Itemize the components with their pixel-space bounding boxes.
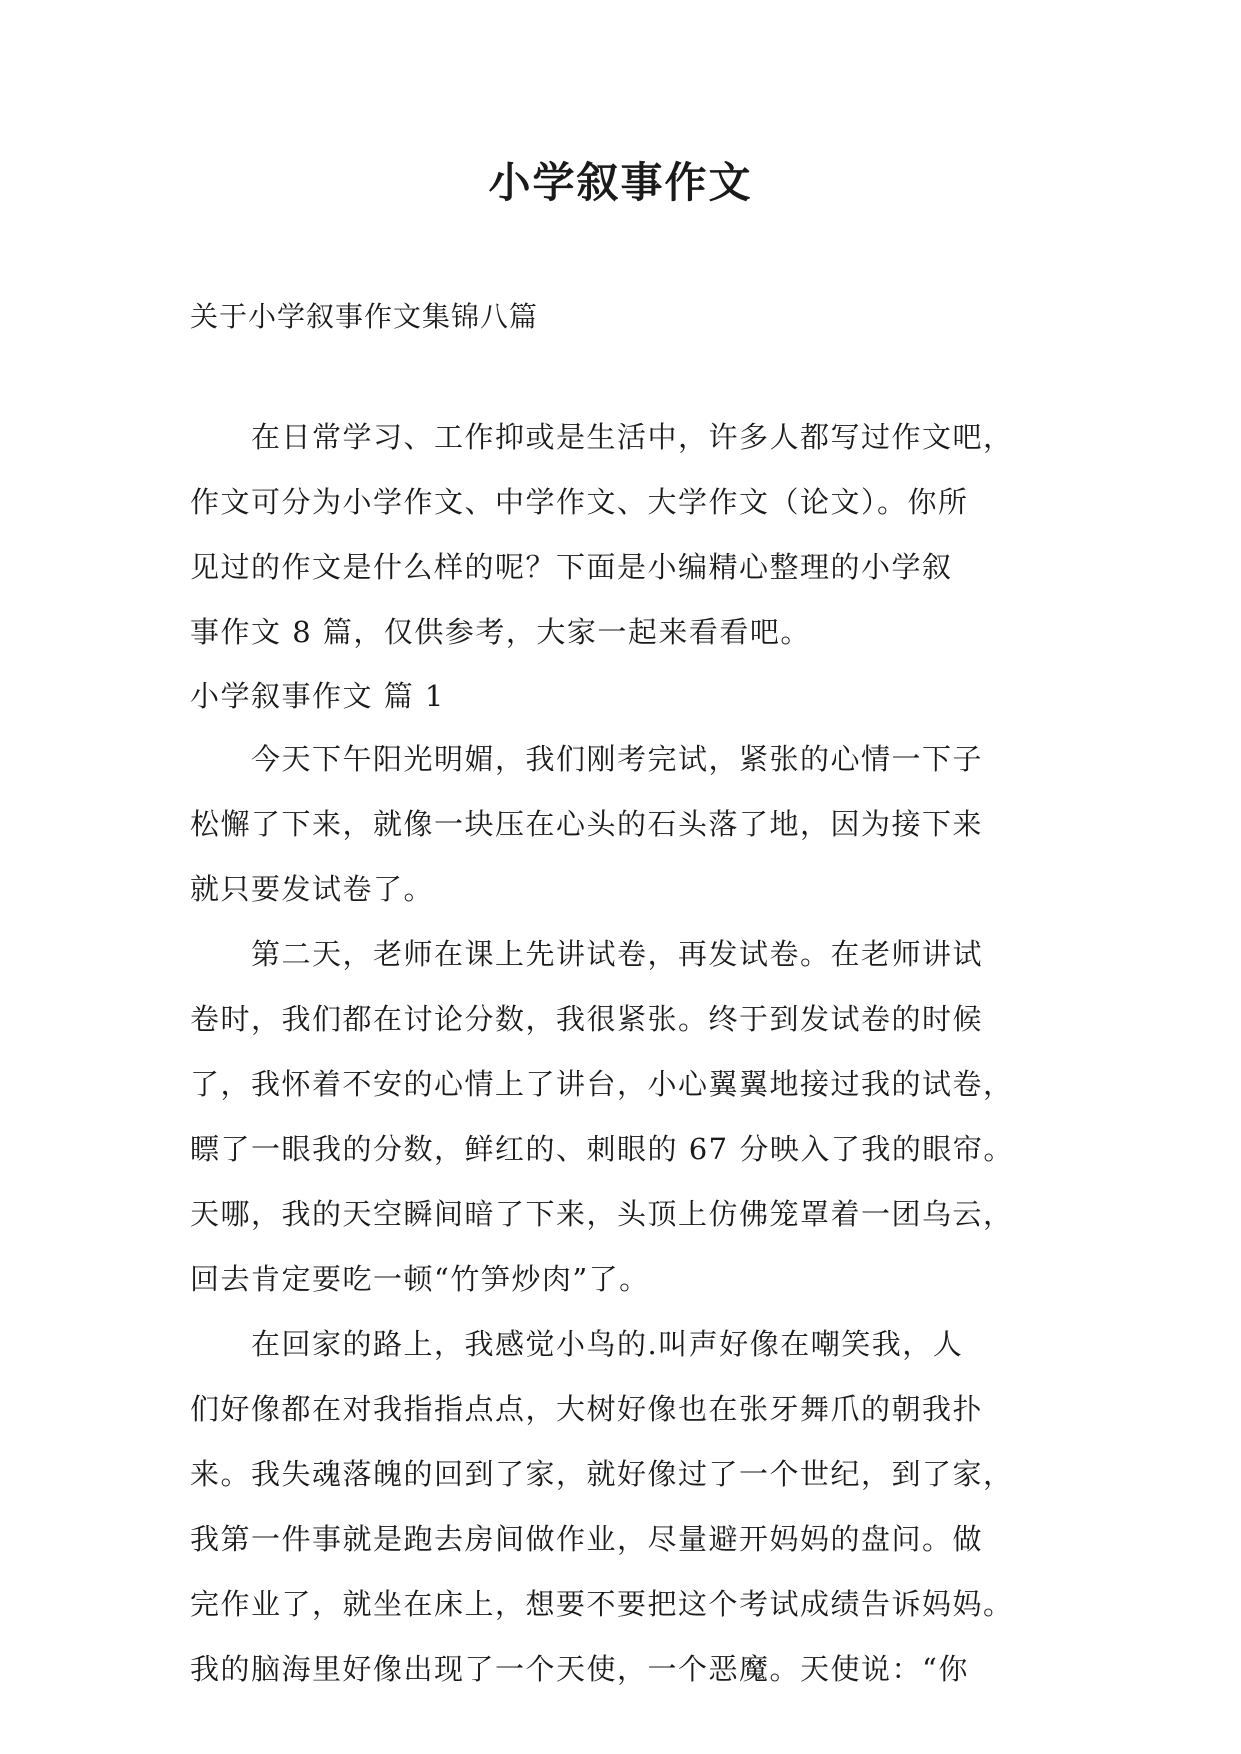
body-line: 卷时，我们都在讨论分数，我很紧张。终于到发试卷的时候: [190, 1002, 984, 1036]
body-line: 们好像都在对我指指点点，大树好像也在张牙舞爪的朝我扑: [190, 1392, 984, 1426]
body-line: 事作文 8 篇，仅供参考，大家一起来看看吧。: [190, 615, 811, 649]
body-line: 回去肯定要吃一顿“竹笋炒肉”了。: [190, 1262, 650, 1296]
section-heading: 小学叙事作文 篇 1: [190, 679, 445, 713]
body-line: 来。我失魂落魄的回到了家，就好像过了一个世纪，到了家，: [190, 1457, 1014, 1491]
body-line: 在日常学习、工作抑或是生活中，许多人都写过作文吧，: [190, 420, 1014, 454]
body-line: 完作业了，就坐在床上，想要不要把这个考试成绩告诉妈妈。: [190, 1587, 1014, 1621]
body-line: 就只要发试卷了。: [190, 872, 435, 906]
body-line: 了，我怀着不安的心情上了讲台，小心翼翼地接过我的试卷，: [190, 1067, 1014, 1101]
body-line: 天哪，我的天空瞬间暗了下来，头顶上仿佛笼罩着一团乌云，: [190, 1197, 1014, 1231]
document-subtitle: 关于小学叙事作文集锦八篇: [190, 300, 539, 333]
body-line: 见过的作文是什么样的呢？下面是小编精心整理的小学叙: [190, 550, 953, 584]
body-line: 在回家的路上，我感觉小鸟的.叫声好像在嘲笑我，人: [190, 1327, 964, 1361]
body-line: 松懈了下来，就像一块压在心头的石头落了地，因为接下来: [190, 807, 984, 841]
body-line: 作文可分为小学作文、中学作文、大学作文（论文）。你所: [190, 485, 969, 519]
document-title: 小学叙事作文: [488, 158, 753, 207]
body-line: 第二天，老师在课上先讲试卷，再发试卷。在老师讲试: [190, 937, 984, 971]
body-line: 今天下午阳光明媚，我们刚考完试，紧张的心情一下子: [190, 742, 984, 776]
body-line: 我的脑海里好像出现了一个天使，一个恶魔。天使说：“你: [190, 1652, 969, 1686]
body-line: 瞟了一眼我的分数，鲜红的、刺眼的 67 分映入了我的眼帘。: [190, 1132, 1014, 1166]
body-line: 我第一件事就是跑去房间做作业，尽量避开妈妈的盘问。做: [190, 1522, 984, 1556]
document-body: [190, 405, 1050, 1702]
